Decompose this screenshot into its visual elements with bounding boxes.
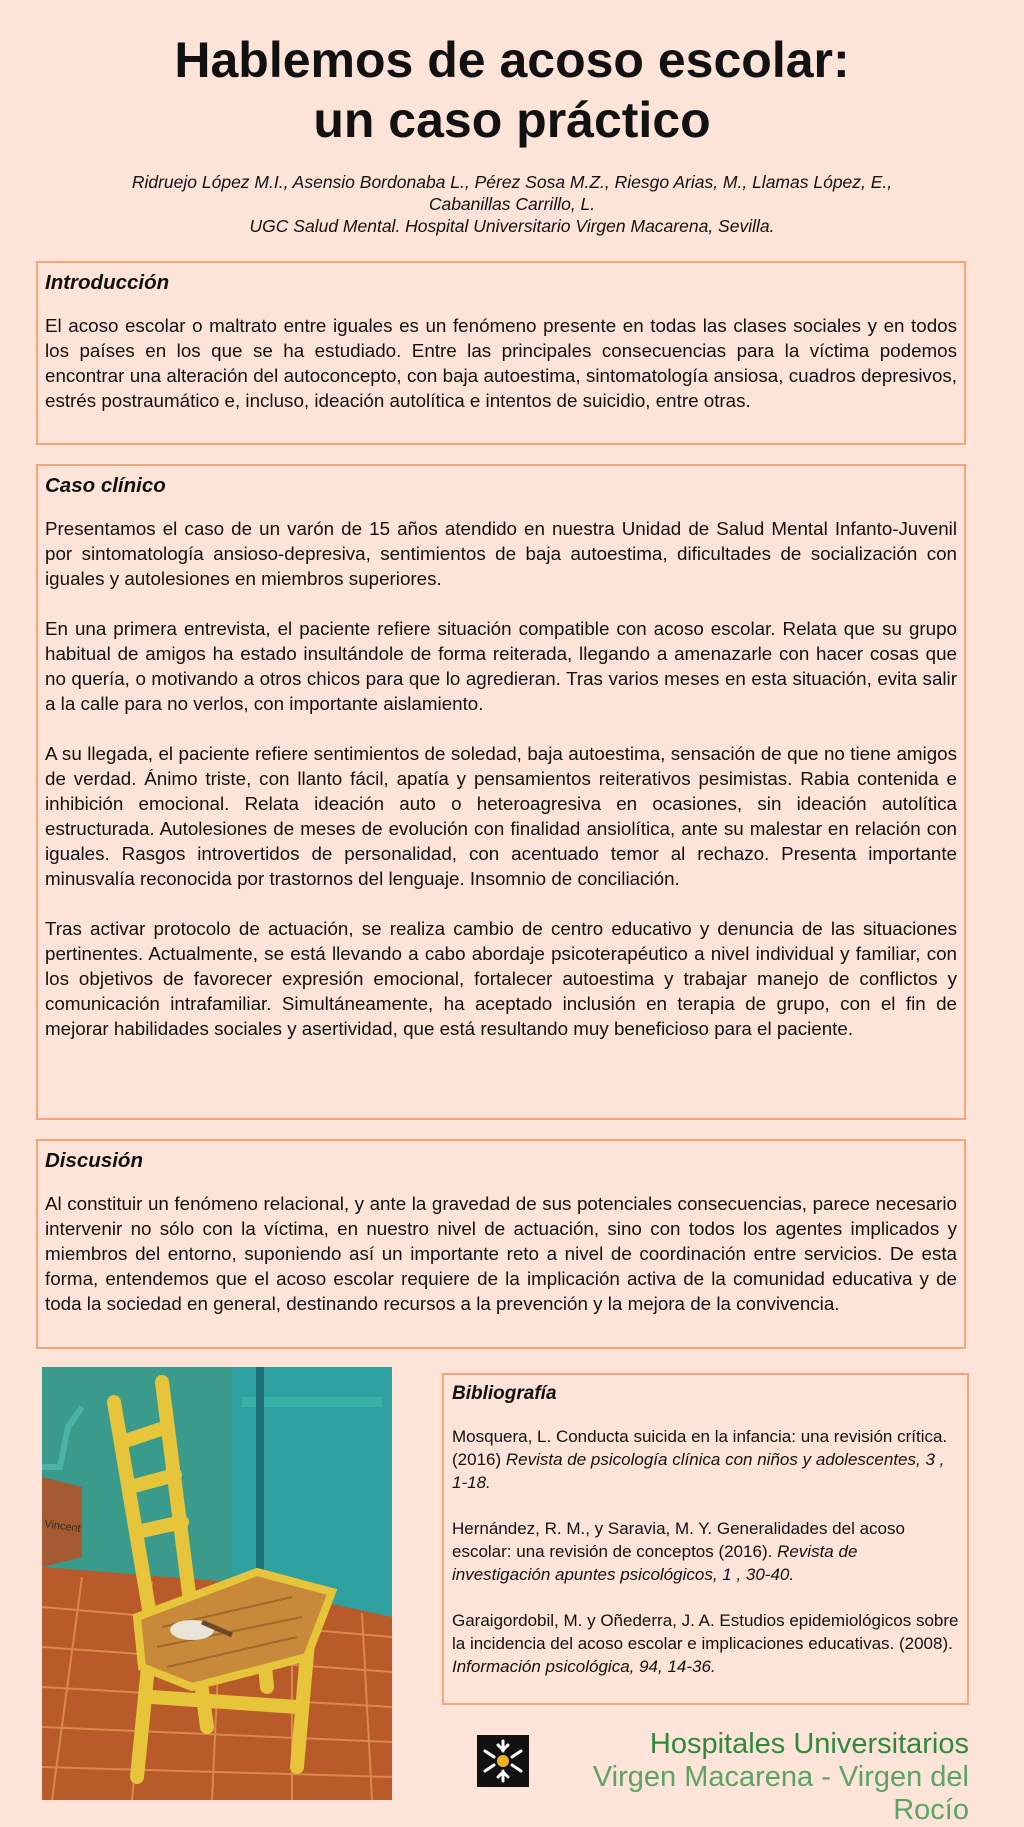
logo-line-2: Virgen Macarena - Virgen del Rocío — [592, 1761, 969, 1826]
bibliography-entry — [452, 1609, 959, 1678]
clinical-case-heading: Caso clínico — [45, 474, 166, 497]
introduction-text: El acoso escolar o maltrato entre iguales es un fenómeno presente en todas las clases sociales y en todos los países en los que se ha estudiado. Entre las principales consecuencias para la víctima podemos encontrar una alteración del autoconcepto, con baja autoestima, sintomatología ansiosa, cuadros depresivos, estrés postraumático e, incluso, ideación autolítica e intentos de suicidio, entre otras. — [45, 315, 957, 411]
bibliography-entry — [452, 1517, 959, 1586]
authors-line-2: Cabanillas Carrillo, L. — [428, 194, 596, 214]
affiliation: UGC Salud Mental. Hospital Universitario Virgen Macarena, Sevilla. — [249, 216, 775, 236]
bibliography-entry-source: Revista de psicología clínica con niños y adolescentes, 3 , 1-18. — [452, 1450, 945, 1492]
clinical-case-paragraph: Presentamos el caso de un varón de 15 años atendido en nuestra Unidad de Salud Mental Infanto-Juvenil por sintomatología ansioso-depresiva, sentimientos de baja autoestima, dificultades de socialización con iguales y autolesiones en miembros superiores. — [45, 518, 957, 589]
bibliography-section — [442, 1373, 969, 1705]
discussion-text: Al constituir un fenómeno relacional, y ante la gravedad de sus potenciales consecuencias, parece necesario intervenir no sólo con la víctima, en nuestro nivel de actuación, sino con todos los agentes implicados y miembros del entorno, suponiendo así un importante reto a nivel de coordinación entre servicios. De esta forma, entendemos que el acoso escolar requiere de la implicación activa de la comunidad educativa y de toda la sociedad en general, destinando recursos a la prevención y la mejora de la convivencia. — [45, 1193, 957, 1314]
discussion-heading: Discusión — [45, 1149, 143, 1172]
authors-block — [60, 171, 964, 237]
title-line-1: Hablemos de acoso escolar: — [174, 32, 850, 88]
introduction-heading: Introducción — [45, 271, 170, 294]
bibliography-heading: Bibliografía — [452, 1383, 557, 1404]
bibliography-entry-text: Hernández, R. M., y Saravia, M. Y. Generalidades del acoso escolar: una revisión de conceptos (2016). — [452, 1519, 905, 1561]
painting-signature: Vincent — [43, 1518, 82, 1536]
bibliography-entry-source: Revista de investigación apuntes psicológicos, 1 , 30-40. — [452, 1542, 858, 1584]
bibliography-entry-text: Garaigordobil, M. y Oñederra, J. A. Estudios epidemiológicos sobre la incidencia del acoso escolar e implicaciones educativas. (2008). — [452, 1611, 959, 1653]
poster-title — [0, 30, 1024, 150]
title-line-2: un caso práctico — [313, 92, 711, 148]
hospital-logo-icon — [477, 1735, 529, 1787]
clinical-case-paragraph: Tras activar protocolo de actuación, se realiza cambio de centro educativo y denuncia de las situaciones pertinentes. Actualmente, se está llevando a cabo abordaje psicoterapéutico a nivel individual y familiar, con los objetivos de favorecer expresión emocional, fortalecer autoestima y trabajar manejo de conflictos y comunicación intrafamiliar. Simultáneamente, ha aceptado inclusión en terapia de grupo, con el fin de mejorar habilidades sociales y asertividad, que está resultando muy beneficioso para el paciente. — [45, 918, 957, 1039]
bibliography-entry-text: Mosquera, L. Conducta suicida en la infancia: una revisión crítica. (2016) — [452, 1427, 948, 1469]
hospital-logo-text — [560, 1728, 969, 1827]
chair-painting-image — [42, 1367, 392, 1800]
bibliography-entry — [452, 1425, 959, 1494]
discussion-section — [36, 1139, 966, 1349]
introduction-section — [36, 261, 966, 445]
authors-line-1: Ridruejo López M.I., Asensio Bordonaba L., Pérez Sosa M.Z., Riesgo Arias, M., Llamas López, E., — [131, 172, 893, 192]
clinical-case-paragraph: En una primera entrevista, el paciente refiere situación compatible con acoso escolar. Relata que su grupo habitual de amigos ha estado insultándole de forma reiterada, llegando a amenazarle con hacer cosas que no quería, o motivando a otros chicos para que lo agredieran. Tras varios meses en esta situación, evita salir a la calle para no verlos, con importante aislamiento. — [45, 618, 957, 714]
logo-line-1: Hospitales Universitarios — [649, 1728, 969, 1760]
clinical-case-section — [36, 464, 966, 1120]
bibliography-entry-source: Información psicológica, 94, 14-36. — [452, 1657, 716, 1676]
clinical-case-paragraph: A su llegada, el paciente refiere sentimientos de soledad, baja autoestima, sensación de que no tiene amigos de verdad. Ánimo triste, con llanto fácil, apatía y pensamientos reiterativos pesimistas. Rabia contenida e inhibición emocional. Relata ideación auto o heteroagresiva en ocasiones, sin ideación autolítica estructurada. Autolesiones de meses de evolución con finalidad ansiolítica, ante su malestar en relación con iguales. Rasgos introvertidos de personalidad, con acentuado temor al rechazo. Presenta importante minusvalía reconocida por trastornos del lenguaje. Insomnio de conciliación. — [45, 743, 957, 889]
